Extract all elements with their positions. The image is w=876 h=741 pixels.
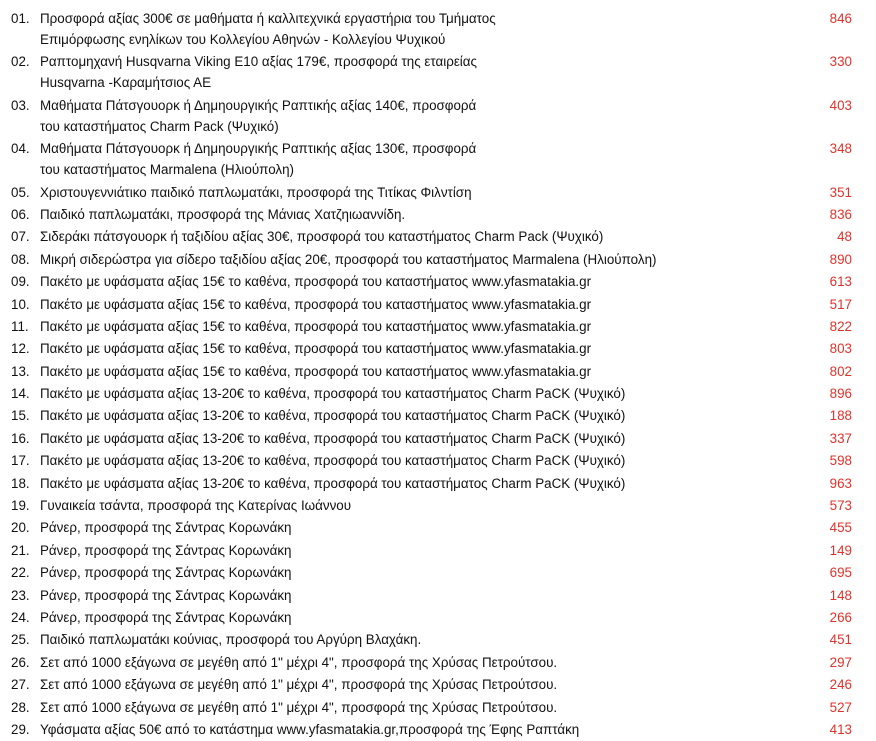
item-description-line: Γυναικεία τσάντα, προσφορά της Κατερίνας Ιωάννου: [40, 498, 352, 514]
item-number: 01.: [11, 11, 30, 26]
item-description-line: Μικρή σιδερώστρα για σίδερο ταξιδίου αξίας 20€, προσφορά του καταστήματος Marmalena (Ηλιούπολη): [40, 251, 657, 267]
item-number: 16.: [11, 430, 30, 446]
list-item: [0, 719, 876, 741]
item-description: [40, 629, 780, 650]
item-description-line: Παιδικό παπλωματάκι, προσφορά της Μάνιας Χατζηιωαννίδη.: [40, 206, 406, 222]
item-number: 18.: [11, 475, 30, 491]
ticket-number: 351: [829, 184, 852, 200]
list-item: [0, 405, 876, 427]
list-item: [0, 361, 876, 383]
item-description-line: Πακέτο με υφάσματα αξίας 15€ το καθένα, προσφορά του καταστήματος www.yfasmatakia.gr: [40, 363, 592, 379]
item-description: [40, 182, 780, 203]
item-number: 03.: [11, 97, 30, 113]
ticket-number: 413: [829, 721, 852, 737]
item-description: [40, 607, 780, 628]
ticket-number: 48: [837, 229, 852, 245]
item-description: [40, 361, 780, 382]
item-number: 27.: [11, 677, 30, 693]
list-item: [0, 540, 876, 562]
ticket-number: 598: [829, 453, 852, 469]
item-number: 19.: [11, 498, 30, 514]
item-description: [40, 674, 780, 695]
list-item: [0, 629, 876, 651]
list-item: [0, 316, 876, 338]
item-number: 22.: [11, 565, 30, 581]
item-description: [40, 652, 780, 673]
item-description-line: Μαθήματα Πάτσγουορκ ή Δημηουργικής Ραπτικής αξίας 140€, προσφορά: [40, 97, 477, 113]
item-number: 10.: [11, 296, 30, 312]
list-item: [0, 138, 876, 181]
ticket-number: 148: [829, 587, 852, 603]
item-description-line: Ράνερ, προσφορά της Σάντρας Κορωνάκη: [40, 587, 292, 603]
item-description: [40, 204, 780, 225]
item-description-line: Σιδεράκι πάτσγουορκ ή ταξιδίου αξίας 30€, προσφορά του καταστήματος Charm Pack (Ψυχικό): [40, 229, 604, 245]
ticket-number: 890: [829, 251, 852, 267]
item-description: [40, 719, 780, 740]
item-description: [40, 249, 780, 270]
list-item: [0, 495, 876, 517]
ticket-number: 455: [829, 520, 852, 536]
item-description: [40, 495, 780, 516]
item-description-line: Προσφορά αξίας 300€ σε μαθήματα ή καλλιτεχνικά εργαστήρια του Τμήματος: [40, 11, 496, 26]
item-description-line: Husqvarna -Καραμήτσιος ΑΕ: [40, 75, 212, 91]
list-item: [0, 294, 876, 316]
item-description: [40, 226, 780, 247]
item-description-line: Πακέτο με υφάσματα αξίας 15€ το καθένα, προσφορά του καταστήματος www.yfasmatakia.gr: [40, 296, 592, 312]
item-description-line: Πακέτο με υφάσματα αξίας 15€ το καθένα, προσφορά του καταστήματος www.yfasmatakia.gr: [40, 318, 592, 334]
item-number: 14.: [11, 386, 30, 402]
item-description-line: Πακέτο με υφάσματα αξίας 13-20€ το καθένα, προσφορά του καταστήματος Charm PaCK (Ψυχικό): [40, 475, 626, 491]
ticket-number: 527: [829, 699, 852, 715]
item-description: [40, 697, 780, 718]
list-item: [0, 338, 876, 360]
item-number: 17.: [11, 453, 30, 469]
item-description-line: Ραπτομηχανή Husqvarna Viking E10 αξίας 179€, προσφορά της εταιρείας: [40, 54, 477, 70]
item-description: [40, 473, 780, 494]
item-description-line: Πακέτο με υφάσματα αξίας 13-20€ το καθένα, προσφορά του καταστήματος Charm PaCK (Ψυχικό): [40, 408, 626, 424]
item-description: [40, 316, 780, 337]
item-description-line: Πακέτο με υφάσματα αξίας 15€ το καθένα, προσφορά του καταστήματος www.yfasmatakia.gr: [40, 274, 592, 290]
item-number: 05.: [11, 184, 30, 200]
item-description: [40, 405, 780, 426]
list-item: [0, 271, 876, 293]
ticket-number: 573: [829, 498, 852, 514]
item-description: [40, 8, 780, 50]
list-item: [0, 249, 876, 271]
list-item: [0, 473, 876, 495]
item-description-line: του καταστήματος Marmalena (Ηλιούπολη): [40, 162, 294, 178]
item-number: 08.: [11, 251, 30, 267]
list-item: [0, 517, 876, 539]
item-description-line: Παιδικό παπλωματάκι κούνιας, προσφορά του Αργύρη Βλαχάκη.: [40, 632, 422, 648]
item-number: 02.: [11, 54, 30, 70]
ticket-number: 149: [829, 542, 852, 558]
ticket-number: 451: [829, 632, 852, 648]
item-description-line: Σετ από 1000 εξάγωνα σε μεγέθη από 1" μέχρι 4", προσφορά της Χρύσας Πετρούτσου.: [40, 677, 558, 693]
item-description-line: Μαθήματα Πάτσγουορκ ή Δημηουργικής Ραπτικής αξίας 130€, προσφορά: [40, 141, 477, 157]
ticket-number: 822: [829, 318, 852, 334]
item-number: 26.: [11, 654, 30, 670]
ticket-number: 266: [829, 609, 852, 625]
ticket-number: 836: [829, 206, 852, 222]
item-description: [40, 517, 780, 538]
list-item: [0, 607, 876, 629]
item-number: 04.: [11, 141, 30, 157]
item-number: 11.: [11, 318, 29, 334]
item-description: [40, 51, 780, 93]
ticket-number: 348: [829, 141, 852, 157]
list-item: [0, 697, 876, 719]
item-description-line: Ράνερ, προσφορά της Σάντρας Κορωνάκη: [40, 565, 292, 581]
item-description: [40, 428, 780, 449]
item-description-line: Επιμόρφωσης ενηλίκων του Κολλεγίου Αθηνών - Κολλεγίου Ψυχικού: [40, 32, 446, 47]
ticket-number: 802: [829, 363, 852, 379]
item-number: 21.: [11, 542, 30, 558]
item-description-line: Σετ από 1000 εξάγωνα σε μεγέθη από 1" μέχρι 4", προσφορά της Χρύσας Πετρούτσου.: [40, 654, 558, 670]
ticket-number: 337: [829, 430, 852, 446]
item-number: 15.: [11, 408, 30, 424]
list-item: [0, 450, 876, 472]
item-number: 29.: [11, 721, 30, 737]
item-number: 13.: [11, 363, 30, 379]
item-description: [40, 383, 780, 404]
item-description-line: Πακέτο με υφάσματα αξίας 13-20€ το καθένα, προσφορά του καταστήματος Charm PaCK (Ψυχικό): [40, 430, 626, 446]
list-item: [0, 51, 876, 94]
ticket-number: 613: [829, 274, 852, 290]
item-number: 28.: [11, 699, 30, 715]
item-description: [40, 271, 780, 292]
list-item: [0, 8, 876, 51]
list-item: [0, 226, 876, 248]
list-item: [0, 182, 876, 204]
list-item: [0, 585, 876, 607]
item-number: 25.: [11, 632, 30, 648]
ticket-number: 695: [829, 565, 852, 581]
item-description-line: Ράνερ, προσφορά της Σάντρας Κορωνάκη: [40, 542, 292, 558]
item-description-line: Υφάσματα αξίας 50€ από το κατάστημα www.yfasmatakia.gr,προσφορά της Έφης Ραπτάκη: [40, 721, 580, 737]
item-number: 12.: [11, 341, 30, 357]
ticket-number: 517: [829, 296, 852, 312]
item-number: 23.: [11, 587, 30, 603]
item-description-line: Πακέτο με υφάσματα αξίας 15€ το καθένα, προσφορά του καταστήματος www.yfasmatakia.gr: [40, 341, 592, 357]
ticket-number: 403: [829, 97, 852, 113]
item-description-line: Σετ από 1000 εξάγωνα σε μεγέθη από 1" μέχρι 4", προσφορά της Χρύσας Πετρούτσου.: [40, 699, 558, 715]
item-description-line: Πακέτο με υφάσματα αξίας 13-20€ το καθένα, προσφορά του καταστήματος Charm PaCK (Ψυχικό): [40, 386, 626, 402]
ticket-number: 246: [829, 677, 852, 693]
item-description: [40, 338, 780, 359]
item-description: [40, 585, 780, 606]
ticket-number: 963: [829, 475, 852, 491]
item-description: [40, 562, 780, 583]
item-description: [40, 294, 780, 315]
item-description-line: του καταστήματος Charm Pack (Ψυχικό): [40, 118, 279, 134]
ticket-number: 188: [829, 408, 852, 424]
item-number: 24.: [11, 609, 30, 625]
item-description: [40, 540, 780, 561]
item-description-line: Πακέτο με υφάσματα αξίας 13-20€ το καθένα, προσφορά του καταστήματος Charm PaCK (Ψυχικό): [40, 453, 626, 469]
list-item: [0, 428, 876, 450]
item-description-line: Ράνερ, προσφορά της Σάντρας Κορωνάκη: [40, 609, 292, 625]
list-item: [0, 383, 876, 405]
prize-list: [0, 8, 876, 741]
item-number: 09.: [11, 274, 30, 290]
item-description: [40, 95, 780, 137]
list-item: [0, 204, 876, 226]
ticket-number: 297: [829, 654, 852, 670]
item-number: 07.: [11, 229, 30, 245]
list-item: [0, 95, 876, 138]
list-item: [0, 652, 876, 674]
item-description-line: Χριστουγεννιάτικο παιδικό παπλωματάκι, προσφορά της Τιτίκας Φιλντίση: [40, 184, 472, 200]
list-item: [0, 674, 876, 696]
item-number: 20.: [11, 520, 30, 536]
ticket-number: 896: [829, 386, 852, 402]
ticket-number: 803: [829, 341, 852, 357]
item-description: [40, 450, 780, 471]
item-number: 06.: [11, 206, 30, 222]
ticket-number: 330: [829, 54, 852, 70]
ticket-number: 846: [829, 11, 852, 26]
item-description: [40, 138, 780, 180]
list-item: [0, 562, 876, 584]
item-description-line: Ράνερ, προσφορά της Σάντρας Κορωνάκη: [40, 520, 292, 536]
